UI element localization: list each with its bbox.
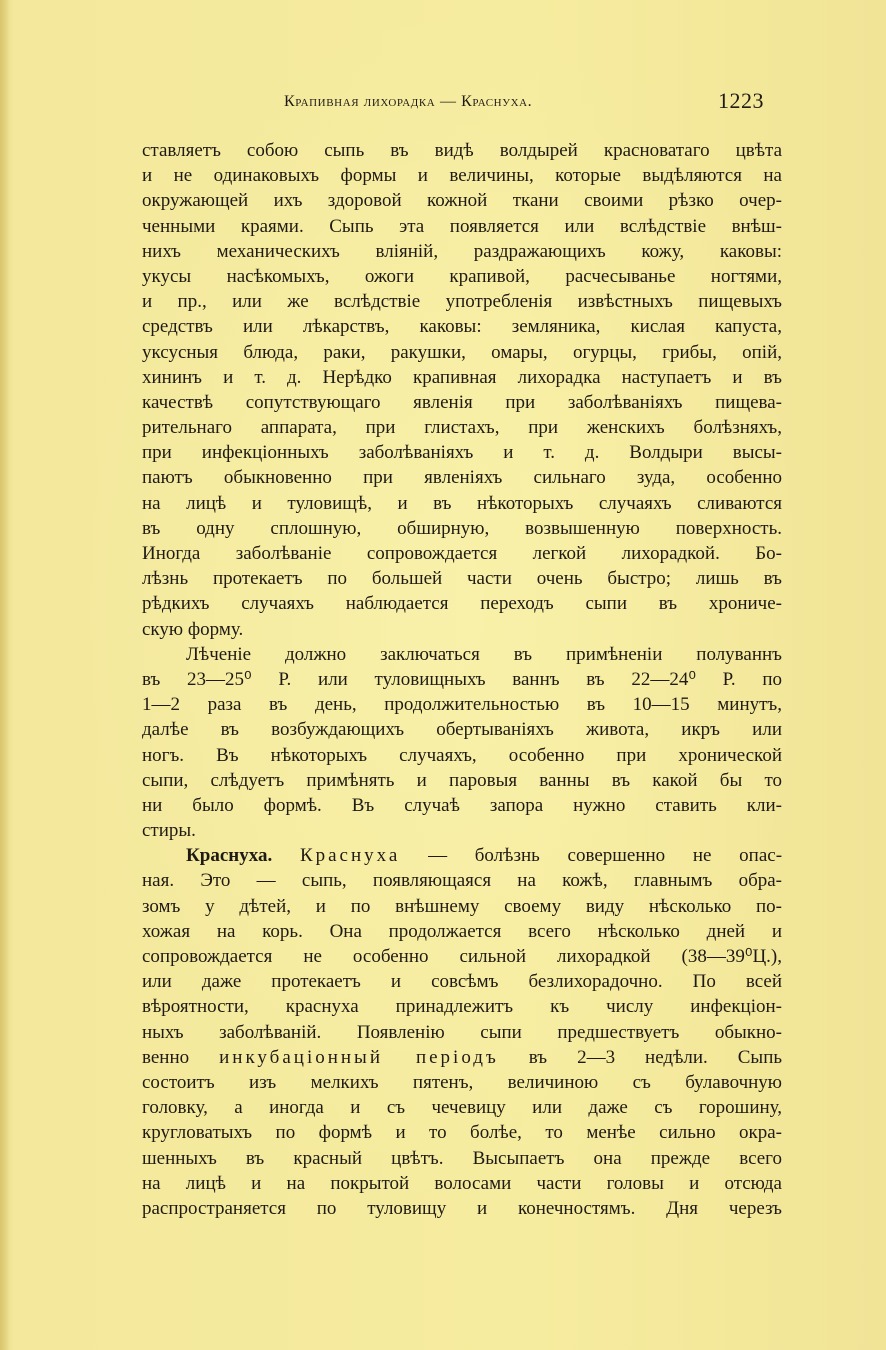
text-line: средствъ или лѣкарствъ, каковы: земляника, кислая капуста, [142, 316, 782, 338]
text-line: ная. Это — сыпь, появляющаяся на кожѣ, главнымъ обра- [142, 870, 782, 892]
text-line: и не одинаковыхъ формы и величины, которые выдѣляются на [142, 165, 782, 187]
text-line: рѣдкихъ случаяхъ наблюдается переходъ сыпи въ хрониче- [142, 593, 782, 615]
text-line: стиры. [142, 820, 196, 842]
text-line: ногъ. Въ нѣкоторыхъ случаяхъ, особенно при хронической [142, 744, 782, 766]
text-line: вѣроятности, краснуха принадлежитъ къ числу инфекціон- [142, 996, 782, 1018]
text-line: ченными краями. Сыпь эта появляется или вслѣдствіе внѣш- [142, 215, 782, 237]
text-line: состоитъ изъ мелкихъ пятенъ, величиною съ булавочную [142, 1071, 782, 1093]
page-header [284, 88, 764, 118]
text-line: качествѣ сопутствующаго явленія при заболѣваніяхъ пищева- [142, 391, 782, 413]
spaced-term: Краснуха [299, 845, 401, 867]
text-line: ни было формѣ. Въ случаѣ запора нужно ставить кли- [142, 794, 782, 816]
text-line: далѣе въ возбуждающихъ обертываніяхъ живота, икръ или [142, 719, 782, 741]
text-line: шенныхъ въ красный цвѣтъ. Высыпаетъ она прежде всего [142, 1147, 782, 1169]
text-line: при инфекціонныхъ заболѣваніяхъ и т. д. Волдыри высы- [142, 442, 782, 464]
text-line: въ 23—25⁰ Р. или туловищныхъ ваннъ въ 22—24⁰ Р. по [142, 668, 782, 690]
text-line: распространяется по туловищу и конечностямъ. Дня черезъ [142, 1197, 782, 1219]
text-line: лѣзнь протекаетъ по большей части очень быстро; лишь въ [142, 568, 782, 590]
text-line: сыпи, слѣдуетъ примѣнять и паровыя ванны въ какой бы то [142, 769, 782, 791]
text-line: ставляетъ собою сыпь въ видѣ волдырей красноватаго цвѣта [142, 140, 782, 161]
text-line: ныхъ заболѣваній. Появленію сыпи предшествуетъ обыкно- [142, 1021, 782, 1043]
text-line: уксусныя блюда, раки, ракушки, омары, огурцы, грибы, опій, [142, 341, 782, 363]
text-line: окружающей ихъ здоровой кожной ткани своими рѣзко очер- [142, 190, 782, 212]
text-line: скую форму. [142, 618, 244, 640]
text-line: укусы насѣкомыхъ, ожоги крапивой, расчесыванье ногтями, [142, 265, 782, 287]
text-line: головку, а иногда и съ чечевицу или даже съ горошину, [142, 1097, 782, 1119]
text-line: въ одну сплошную, обширную, возвышенную поверхность. [142, 517, 782, 539]
text-line: нихъ механическихъ вліяній, раздражающихъ кожу, каковы: [142, 240, 782, 262]
text-line: сопровождается не особенно сильной лихорадкой (38—39⁰Ц.), [142, 946, 782, 967]
body-text [142, 138, 782, 1221]
section-heading: Краснуха. [186, 845, 273, 867]
text-line: хожая на корь. Она продолжается всего нѣсколько дней и [142, 920, 782, 942]
text-fragment: венно [142, 1046, 190, 1068]
text-fragment: въ 2—3 недѣли. Сыпь [528, 1046, 782, 1068]
text-fragment: — болѣзнь совершенно не опас- [428, 845, 782, 867]
text-line: кругловатыхъ по формѣ и то болѣе, то менѣе сильно окра- [142, 1122, 782, 1144]
section-first-line [142, 843, 782, 868]
text-line: зомъ у дѣтей, и по внѣшнему своему виду нѣсколько по- [142, 895, 782, 917]
text-line: паютъ обыкновенно при явленіяхъ сильнаго зуда, особенно [142, 467, 782, 489]
text-line: Иногда заболѣваніе сопровождается легкой лихорадкой. Бо- [142, 543, 782, 564]
text-line: рительнаго аппарата, при глистахъ, при женскихъ болѣзняхъ, [142, 417, 782, 439]
text-line: Лѣченіе должно заключаться въ примѣненіи полуваннъ [186, 643, 782, 665]
text-line: или даже протекаетъ и совсѣмъ безлихорадочно. По всей [142, 971, 782, 993]
running-head: Крапивная лихорадка — Краснуха. [284, 93, 533, 110]
spaced-term: инкубаціонный періодъ [219, 1046, 499, 1068]
page-edge-shadow [0, 0, 10, 1350]
text-line: хининъ и т. д. Нерѣдко крапивная лихорадка наступаетъ и въ [142, 366, 782, 388]
page-number: 1223 [718, 88, 764, 113]
text-line: на лицѣ и на покрытой волосами части головы и отсюда [142, 1172, 782, 1194]
incubation-line [142, 1045, 782, 1070]
text-line: на лицѣ и туловищѣ, и въ нѣкоторыхъ случаяхъ сливаются [142, 492, 782, 514]
text-line: и пр., или же вслѣдствіе употребленія извѣстныхъ пищевыхъ [142, 291, 782, 313]
text-line: 1—2 раза въ день, продолжительностью въ 10—15 минутъ, [142, 694, 782, 716]
